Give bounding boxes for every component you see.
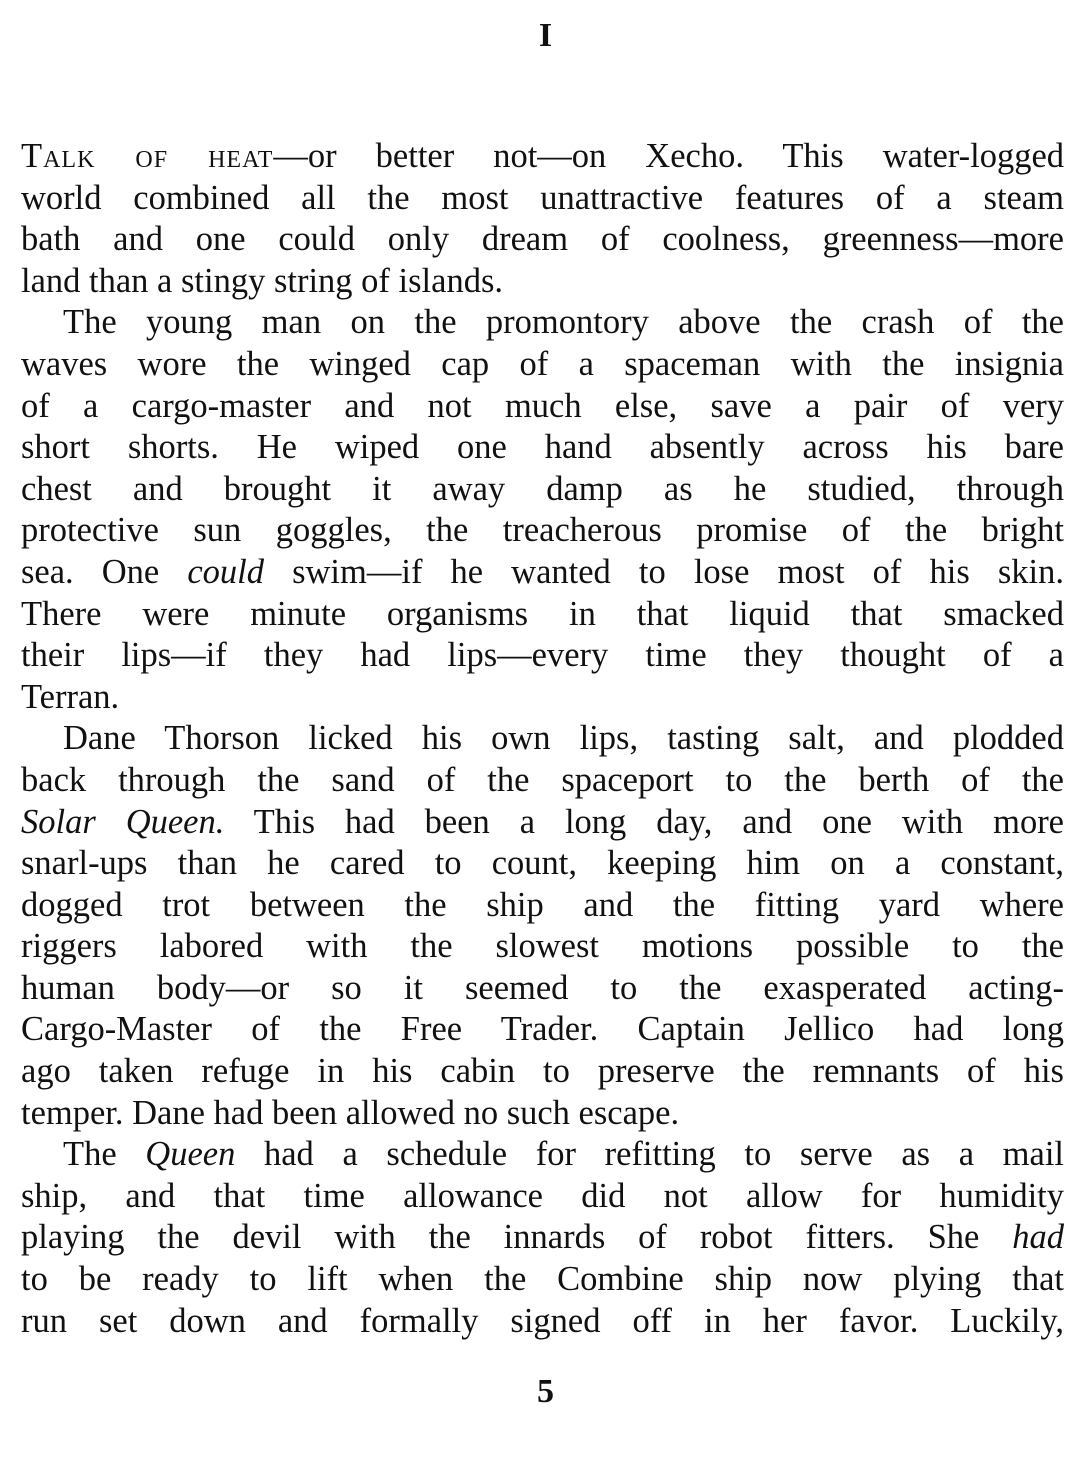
- text-line: [21, 843, 1064, 885]
- text-run: There were minute organisms in that liquid that smacked: [21, 594, 1064, 633]
- text-run: The young man on the promontory above the crash of the: [63, 303, 1064, 342]
- italic-text: could: [187, 552, 264, 591]
- text-line: [21, 178, 1064, 220]
- text-line: [21, 760, 1064, 802]
- text-line: [21, 1051, 1064, 1093]
- text-line: [21, 302, 1064, 344]
- text-run: had a schedule for refitting to serve as a mail: [235, 1135, 1064, 1174]
- text-run: of a cargo-master and not much else, save a pair of very: [21, 386, 1064, 425]
- italic-text: Solar Queen.: [21, 802, 225, 841]
- text-line: [21, 885, 1064, 927]
- text-run: riggers labored with the slowest motions possible to the: [21, 927, 1064, 966]
- text-line: [21, 427, 1064, 469]
- text-run: This had been a long day, and one with more: [224, 802, 1064, 841]
- text-run: dogged trot between the ship and the fitting yard where: [21, 885, 1064, 924]
- text-run: swim—if he wanted to lose most of his skin.: [264, 552, 1064, 591]
- text-line: [21, 635, 1064, 677]
- text-run: sea. One: [21, 552, 188, 591]
- text-run: Terran.: [21, 677, 120, 716]
- text-run: —or better not—on Xecho. This water-logged: [273, 137, 1065, 175]
- paragraph: [21, 1134, 1064, 1342]
- text-run: Cargo-Master of the Free Trader. Captain Jellico had long: [21, 1010, 1064, 1049]
- body-text: [21, 136, 1064, 1342]
- text-run: run set down and formally signed off in her favor. Luckily,: [21, 1301, 1064, 1340]
- text-run: The: [63, 1135, 146, 1174]
- text-line: [21, 968, 1064, 1010]
- text-line: [21, 1301, 1064, 1343]
- text-run: ship, and that time allowance did not allow for humidity: [21, 1176, 1064, 1215]
- text-line: [21, 1176, 1064, 1218]
- text-run: land than a stingy string of islands.: [21, 261, 503, 300]
- text-line: [21, 1009, 1064, 1051]
- text-run: snarl-ups than he cared to count, keeping him on a constant,: [21, 844, 1064, 883]
- paragraph: [21, 136, 1064, 302]
- text-line: [21, 510, 1064, 552]
- text-run: Dane Thorson licked his own lips, tasting salt, and plodded: [63, 719, 1064, 758]
- text-line: [21, 594, 1064, 636]
- text-run: bath and one could only dream of coolness, greenness—more: [21, 220, 1064, 259]
- text-run: to be ready to lift when the Combine ship now plying that: [21, 1260, 1064, 1299]
- paragraph: [21, 302, 1064, 718]
- text-line: [21, 552, 1064, 594]
- text-run: temper. Dane had been allowed no such escape.: [21, 1093, 680, 1132]
- text-run: waves wore the winged cap of a spaceman with the insignia: [21, 344, 1064, 383]
- text-run: human body—or so it seemed to the exasperated acting-: [21, 968, 1064, 1007]
- small-caps-lead-in: Talk of heat: [21, 137, 274, 175]
- text-line: [21, 802, 1064, 844]
- text-line: [21, 718, 1064, 760]
- text-line: [21, 136, 1064, 178]
- text-line: [21, 1093, 1064, 1135]
- text-line: [21, 1217, 1064, 1259]
- text-line: [21, 386, 1064, 428]
- text-run: chest and brought it away damp as he studied, through: [21, 469, 1064, 508]
- text-line: [21, 261, 1064, 303]
- text-line: [21, 926, 1064, 968]
- chapter-number: I: [538, 17, 553, 54]
- text-run: short shorts. He wiped one hand absently across his bare: [21, 428, 1064, 467]
- text-line: [21, 469, 1064, 511]
- italic-text: had: [1012, 1218, 1064, 1257]
- text-run: protective sun goggles, the treacherous promise of the bright: [21, 511, 1064, 550]
- text-run: back through the sand of the spaceport to the berth of the: [21, 760, 1064, 799]
- text-run: their lips—if they had lips—every time they thought of a: [21, 636, 1064, 675]
- italic-text: Queen: [145, 1135, 236, 1174]
- text-run: playing the devil with the innards of robot fitters. She: [21, 1218, 1013, 1257]
- text-line: [21, 1259, 1064, 1301]
- text-line: [21, 344, 1064, 386]
- page-number: 5: [537, 1373, 554, 1410]
- text-line: [21, 219, 1064, 261]
- text-run: world combined all the most unattractive features of a steam: [21, 178, 1064, 217]
- text-line: [21, 677, 1064, 719]
- text-line: [21, 1134, 1064, 1176]
- text-run: ago taken refuge in his cabin to preserve the remnants of his: [21, 1052, 1064, 1091]
- paragraph: [21, 718, 1064, 1134]
